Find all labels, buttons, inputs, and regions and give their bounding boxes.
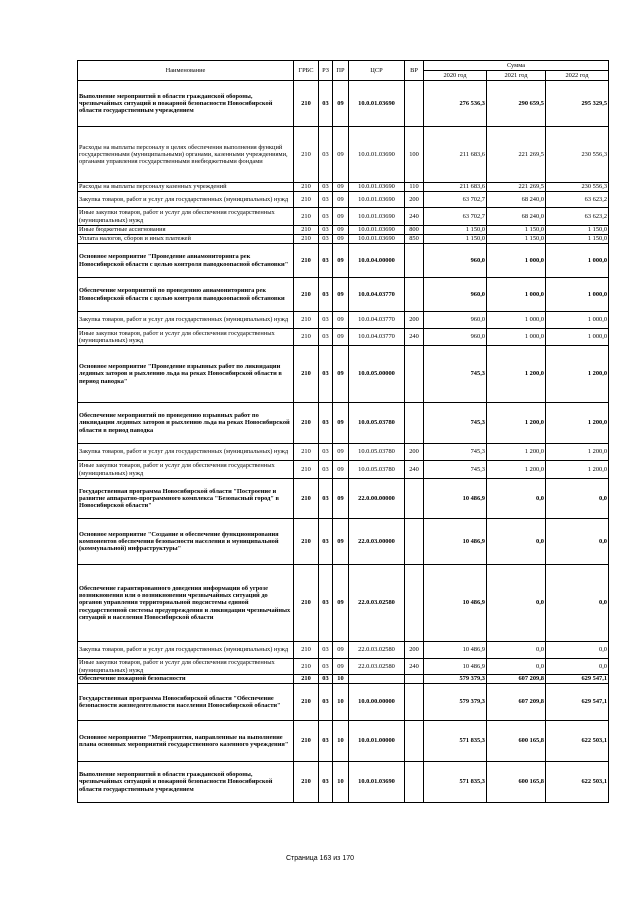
table-cell-2021: 1 000,0 [487, 244, 546, 278]
table-cell-csr: 10.0.05.03780 [349, 461, 405, 479]
table-cell-vr [405, 675, 424, 684]
table-cell-pr: 09 [333, 403, 349, 444]
table-cell-2021: 221 269,5 [487, 127, 546, 183]
table-cell-vr [405, 346, 424, 403]
table-cell-csr: 10.0.04.00000 [349, 244, 405, 278]
table-cell-pr: 09 [333, 346, 349, 403]
table-cell-name: Обеспечение мероприятий по проведению взрывных работ по ликвидации ледяных заторов и рыхлению льда на реках Новосибирской области в период паводка [78, 403, 294, 444]
table-row [78, 675, 609, 684]
table-cell-rz: 03 [319, 479, 333, 519]
table-cell-2020: 63 702,7 [424, 208, 487, 226]
table-cell-2022: 622 503,1 [546, 762, 609, 803]
table-cell-rz: 03 [319, 278, 333, 312]
table-cell-grbs: 210 [294, 226, 319, 235]
table-cell-pr: 09 [333, 519, 349, 565]
table-row [78, 444, 609, 461]
table-cell-2022: 1 000,0 [546, 244, 609, 278]
table-row [78, 127, 609, 183]
table-cell-name: Основное мероприятие "Проведение авиамониторинга рек Новосибирской области с целью контроля паводкоопасной обстановки" [78, 244, 294, 278]
table-cell-csr: 10.0.01.03690 [349, 208, 405, 226]
table-cell-vr: 110 [405, 183, 424, 192]
table-cell-2020: 579 379,3 [424, 675, 487, 684]
table-cell-csr: 10.0.04.03770 [349, 312, 405, 329]
table-cell-name: Иные закупки товаров, работ и услуг для обеспечения государственных (муниципальных) нужд [78, 659, 294, 675]
table-cell-csr: 10.0.01.03690 [349, 81, 405, 127]
table-cell-2021: 1 200,0 [487, 403, 546, 444]
table-cell-2020: 1 150,0 [424, 235, 487, 244]
table-cell-grbs: 210 [294, 235, 319, 244]
table-cell-csr: 10.0.01.00000 [349, 721, 405, 762]
table-cell-rz: 03 [319, 461, 333, 479]
table-cell-2020: 960,0 [424, 244, 487, 278]
table-cell-2020: 10 486,9 [424, 479, 487, 519]
table-cell-rz: 03 [319, 642, 333, 659]
table-cell-rz: 03 [319, 565, 333, 642]
header-grbs: ГРБС [294, 61, 319, 81]
table-row [78, 192, 609, 208]
table-cell-rz: 03 [319, 235, 333, 244]
table-cell-2022: 1 200,0 [546, 461, 609, 479]
table-cell-2021: 1 000,0 [487, 329, 546, 346]
budget-table [77, 60, 609, 803]
table-row [78, 244, 609, 278]
table-cell-grbs: 210 [294, 762, 319, 803]
table-cell-pr: 10 [333, 762, 349, 803]
table-cell-vr [405, 519, 424, 565]
table-cell-grbs: 210 [294, 403, 319, 444]
table-cell-2020: 960,0 [424, 278, 487, 312]
table-cell-csr: 10.0.01.03690 [349, 235, 405, 244]
table-cell-vr [405, 244, 424, 278]
table-cell-vr: 800 [405, 226, 424, 235]
table-cell-grbs: 210 [294, 329, 319, 346]
table-cell-2021: 0,0 [487, 479, 546, 519]
table-cell-name: Основное мероприятие "Проведение взрывных работ по ликвидации ледяных заторов и рыхлению льда на реках Новосибирской области в период паводка" [78, 346, 294, 403]
table-row [78, 346, 609, 403]
table-cell-2022: 230 556,3 [546, 183, 609, 192]
table-cell-2020: 960,0 [424, 312, 487, 329]
table-row [78, 208, 609, 226]
header-vr: ВР [405, 61, 424, 81]
table-cell-2022: 622 503,1 [546, 721, 609, 762]
table-cell-2021: 68 240,0 [487, 192, 546, 208]
table-cell-rz: 03 [319, 403, 333, 444]
table-cell-pr: 09 [333, 479, 349, 519]
table-cell-rz: 03 [319, 81, 333, 127]
table-cell-2021: 1 200,0 [487, 444, 546, 461]
table-cell-rz: 03 [319, 684, 333, 721]
table-cell-2020: 211 683,6 [424, 127, 487, 183]
table-cell-pr: 09 [333, 642, 349, 659]
table-cell-csr: 10.0.05.00000 [349, 346, 405, 403]
table-cell-pr: 09 [333, 192, 349, 208]
table-cell-2021: 68 240,0 [487, 208, 546, 226]
table-cell-2020: 579 379,3 [424, 684, 487, 721]
table-cell-rz: 03 [319, 244, 333, 278]
table-cell-rz: 03 [319, 208, 333, 226]
table-cell-grbs: 210 [294, 346, 319, 403]
table-row [78, 81, 609, 127]
table-cell-vr: 240 [405, 329, 424, 346]
table-cell-name: Закупка товаров, работ и услуг для государственных (муниципальных) нужд [78, 312, 294, 329]
table-cell-2020: 1 150,0 [424, 226, 487, 235]
table-row [78, 329, 609, 346]
table-cell-pr: 09 [333, 312, 349, 329]
table-cell-grbs: 210 [294, 312, 319, 329]
table-cell-rz: 03 [319, 675, 333, 684]
table-cell-vr: 200 [405, 312, 424, 329]
header-year-2022: 2022 год [546, 71, 609, 81]
table-row [78, 183, 609, 192]
table-cell-pr: 09 [333, 461, 349, 479]
table-cell-name: Основное мероприятие "Мероприятия, направленные на выполнение плана основных мероприятий государственного казенного учреждения" [78, 721, 294, 762]
table-row [78, 479, 609, 519]
table-cell-csr: 22.0.00.00000 [349, 479, 405, 519]
header-year-2020: 2020 год [424, 71, 487, 81]
table-cell-2021: 221 269,5 [487, 183, 546, 192]
table-cell-2022: 0,0 [546, 659, 609, 675]
table-cell-2021: 0,0 [487, 519, 546, 565]
table-cell-vr: 200 [405, 444, 424, 461]
table-cell-2020: 276 536,3 [424, 81, 487, 127]
table-cell-name: Основное мероприятие "Создание и обеспечение функционирования компонентов обеспечения безопасности населения и муниципальной (коммунальной) инфраструктуры" [78, 519, 294, 565]
table-cell-grbs: 210 [294, 244, 319, 278]
table-cell-name: Иные закупки товаров, работ и услуг для обеспечения государственных (муниципальных) нужд [78, 461, 294, 479]
table-cell-pr: 09 [333, 444, 349, 461]
table-cell-csr: 10.0.01.03690 [349, 762, 405, 803]
table-cell-2022: 1 200,0 [546, 444, 609, 461]
table-cell-2022: 0,0 [546, 642, 609, 659]
table-cell-rz: 03 [319, 329, 333, 346]
page-number: Страница 163 из 170 [285, 855, 355, 862]
table-cell-pr: 09 [333, 659, 349, 675]
table-cell-vr: 100 [405, 127, 424, 183]
table-cell-pr: 09 [333, 81, 349, 127]
table-cell-rz: 03 [319, 192, 333, 208]
table-cell-2022: 1 150,0 [546, 235, 609, 244]
budget-table-body [78, 81, 609, 803]
table-cell-2020: 745,3 [424, 346, 487, 403]
table-cell-2020: 745,3 [424, 444, 487, 461]
table-cell-name: Иные закупки товаров, работ и услуг для обеспечения государственных (муниципальных) нужд [78, 208, 294, 226]
table-cell-grbs: 210 [294, 642, 319, 659]
header-sum: Сумма [424, 61, 609, 71]
table-cell-2022: 1 200,0 [546, 346, 609, 403]
table-cell-pr: 09 [333, 235, 349, 244]
table-cell-csr: 10.0.01.03690 [349, 183, 405, 192]
table-cell-2020: 211 683,6 [424, 183, 487, 192]
table-cell-vr [405, 684, 424, 721]
table-cell-2022: 0,0 [546, 565, 609, 642]
table-cell-name: Иные бюджетные ассигнования [78, 226, 294, 235]
table-cell-pr: 10 [333, 675, 349, 684]
table-cell-pr: 09 [333, 208, 349, 226]
table-cell-rz: 03 [319, 762, 333, 803]
table-cell-2021: 607 209,8 [487, 684, 546, 721]
table-cell-rz: 03 [319, 127, 333, 183]
table-cell-vr [405, 721, 424, 762]
header-year-2021: 2021 год [487, 71, 546, 81]
table-cell-name: Закупка товаров, работ и услуг для государственных (муниципальных) нужд [78, 642, 294, 659]
table-cell-2021: 1 200,0 [487, 461, 546, 479]
table-cell-csr: 10.0.05.03780 [349, 403, 405, 444]
table-cell-grbs: 210 [294, 659, 319, 675]
table-cell-2021: 600 165,8 [487, 721, 546, 762]
table-row [78, 519, 609, 565]
table-cell-vr: 240 [405, 208, 424, 226]
table-cell-2021: 600 165,8 [487, 762, 546, 803]
table-cell-vr: 850 [405, 235, 424, 244]
table-cell-name: Иные закупки товаров, работ и услуг для обеспечения государственных (муниципальных) нужд [78, 329, 294, 346]
table-cell-grbs: 210 [294, 519, 319, 565]
table-cell-grbs: 210 [294, 183, 319, 192]
table-cell-csr: 10.0.00.00000 [349, 684, 405, 721]
table-cell-name: Расходы на выплаты персоналу в целях обеспечения выполнения функций государственными (муниципальными) органами, казенными учреждениями, органами управления государственными внебюджетными фондами [78, 127, 294, 183]
table-cell-grbs: 210 [294, 81, 319, 127]
table-cell-pr: 09 [333, 329, 349, 346]
table-cell-2020: 571 835,3 [424, 762, 487, 803]
table-cell-name: Выполнение мероприятий в области гражданской обороны, чрезвычайных ситуаций и пожарной безопасности Новосибирской области государственным учреждением [78, 762, 294, 803]
table-cell-pr: 10 [333, 684, 349, 721]
table-cell-2020: 63 702,7 [424, 192, 487, 208]
header-csr: ЦСР [349, 61, 405, 81]
table-cell-grbs: 210 [294, 127, 319, 183]
table-cell-pr: 10 [333, 721, 349, 762]
table-cell-vr [405, 278, 424, 312]
table-cell-2022: 629 547,1 [546, 684, 609, 721]
table-cell-2021: 1 200,0 [487, 346, 546, 403]
table-cell-vr [405, 762, 424, 803]
table-row [78, 461, 609, 479]
table-cell-grbs: 210 [294, 684, 319, 721]
header-pr: ПР [333, 61, 349, 81]
table-cell-grbs: 210 [294, 208, 319, 226]
table-cell-name: Закупка товаров, работ и услуг для государственных (муниципальных) нужд [78, 192, 294, 208]
table-row [78, 721, 609, 762]
table-cell-2022: 1 000,0 [546, 278, 609, 312]
table-cell-pr: 09 [333, 226, 349, 235]
table-cell-csr: 22.0.03.02580 [349, 659, 405, 675]
table-cell-csr: 10.0.05.03780 [349, 444, 405, 461]
table-cell-rz: 03 [319, 312, 333, 329]
table-row [78, 226, 609, 235]
table-cell-csr: 10.0.01.03690 [349, 127, 405, 183]
table-cell-name: Государственная программа Новосибирской области "Построение и развитие аппаратно-программного комплекса "Безопасный город" в Новосибирской области" [78, 479, 294, 519]
table-cell-vr [405, 565, 424, 642]
table-cell-csr: 10.0.01.03690 [349, 226, 405, 235]
table-cell-name: Государственная программа Новосибирской области "Обеспечение безопасности жизнедеятельности населения Новосибирской области" [78, 684, 294, 721]
table-row [78, 403, 609, 444]
table-cell-rz: 03 [319, 183, 333, 192]
table-cell-2020: 10 486,9 [424, 659, 487, 675]
table-cell-grbs: 210 [294, 675, 319, 684]
table-cell-2020: 960,0 [424, 329, 487, 346]
header-rz: РЗ [319, 61, 333, 81]
table-cell-2021: 290 659,5 [487, 81, 546, 127]
table-cell-2020: 571 835,3 [424, 721, 487, 762]
table-cell-2022: 295 329,5 [546, 81, 609, 127]
table-cell-name: Закупка товаров, работ и услуг для государственных (муниципальных) нужд [78, 444, 294, 461]
table-cell-2022: 629 547,1 [546, 675, 609, 684]
table-cell-2022: 1 200,0 [546, 403, 609, 444]
table-cell-grbs: 210 [294, 479, 319, 519]
table-row [78, 312, 609, 329]
table-cell-pr: 09 [333, 244, 349, 278]
table-cell-csr: 10.0.04.03770 [349, 329, 405, 346]
table-cell-rz: 03 [319, 346, 333, 403]
table-cell-rz: 03 [319, 444, 333, 461]
table-cell-2022: 63 623,2 [546, 192, 609, 208]
table-cell-2020: 10 486,9 [424, 519, 487, 565]
table-cell-2021: 1 000,0 [487, 312, 546, 329]
table-cell-name: Выполнение мероприятий в области гражданской обороны, чрезвычайных ситуаций и пожарной безопасности Новосибирской области государственным учреждением [78, 81, 294, 127]
table-cell-name: Уплата налогов, сборов и иных платежей [78, 235, 294, 244]
table-cell-2021: 1 150,0 [487, 226, 546, 235]
table-cell-2022: 1 000,0 [546, 329, 609, 346]
table-cell-rz: 03 [319, 721, 333, 762]
table-cell-csr: 10.0.01.03690 [349, 192, 405, 208]
table-cell-vr [405, 479, 424, 519]
table-cell-vr: 240 [405, 461, 424, 479]
table-cell-2021: 607 209,8 [487, 675, 546, 684]
table-cell-2020: 10 486,9 [424, 565, 487, 642]
table-cell-vr: 200 [405, 192, 424, 208]
table-cell-grbs: 210 [294, 565, 319, 642]
table-cell-grbs: 210 [294, 192, 319, 208]
table-cell-2021: 1 000,0 [487, 278, 546, 312]
table-row [78, 278, 609, 312]
table-cell-csr: 22.0.03.00000 [349, 519, 405, 565]
table-cell-vr [405, 403, 424, 444]
table-row [78, 684, 609, 721]
table-row [78, 762, 609, 803]
table-cell-pr: 09 [333, 565, 349, 642]
table-cell-2020: 10 486,9 [424, 642, 487, 659]
table-row [78, 565, 609, 642]
table-cell-2020: 745,3 [424, 461, 487, 479]
table-cell-grbs: 210 [294, 444, 319, 461]
table-cell-grbs: 210 [294, 461, 319, 479]
table-cell-2020: 745,3 [424, 403, 487, 444]
table-cell-csr: 22.0.03.02580 [349, 565, 405, 642]
table-cell-csr [349, 675, 405, 684]
table-cell-2022: 0,0 [546, 519, 609, 565]
table-cell-vr: 200 [405, 642, 424, 659]
table-row [78, 659, 609, 675]
table-cell-pr: 09 [333, 278, 349, 312]
table-cell-vr: 240 [405, 659, 424, 675]
table-cell-rz: 03 [319, 519, 333, 565]
table-row [78, 642, 609, 659]
table-cell-name: Обеспечение мероприятий по проведению авиамониторинга рек Новосибирской области с целью контроля паводкоопасной обстановки [78, 278, 294, 312]
header-name: Наименование [78, 61, 294, 81]
table-cell-2021: 0,0 [487, 659, 546, 675]
table-cell-2022: 1 150,0 [546, 226, 609, 235]
table-cell-rz: 03 [319, 226, 333, 235]
table-cell-name: Обеспечение гарантированного доведения информации об угрозе возникновения или о возникновении чрезвычайных ситуаций до органов управления территориальной подсистемы единой государственной системы предупреждения и ликвидации чрезвычайных ситуаций и населения Новосибирской области [78, 565, 294, 642]
table-cell-rz: 03 [319, 659, 333, 675]
table-cell-2021: 0,0 [487, 642, 546, 659]
table-cell-2022: 230 556,3 [546, 127, 609, 183]
table-cell-csr: 22.0.03.02580 [349, 642, 405, 659]
table-cell-2021: 0,0 [487, 565, 546, 642]
table-row [78, 235, 609, 244]
table-cell-pr: 09 [333, 127, 349, 183]
table-cell-name: Расходы на выплаты персоналу казенных учреждений [78, 183, 294, 192]
table-cell-grbs: 210 [294, 721, 319, 762]
table-cell-2022: 63 623,2 [546, 208, 609, 226]
table-cell-grbs: 210 [294, 278, 319, 312]
table-cell-vr [405, 81, 424, 127]
table-cell-name: Обеспечение пожарной безопасности [78, 675, 294, 684]
table-cell-pr: 09 [333, 183, 349, 192]
table-cell-2022: 0,0 [546, 479, 609, 519]
table-cell-csr: 10.0.04.03770 [349, 278, 405, 312]
table-cell-2021: 1 150,0 [487, 235, 546, 244]
table-cell-2022: 1 000,0 [546, 312, 609, 329]
